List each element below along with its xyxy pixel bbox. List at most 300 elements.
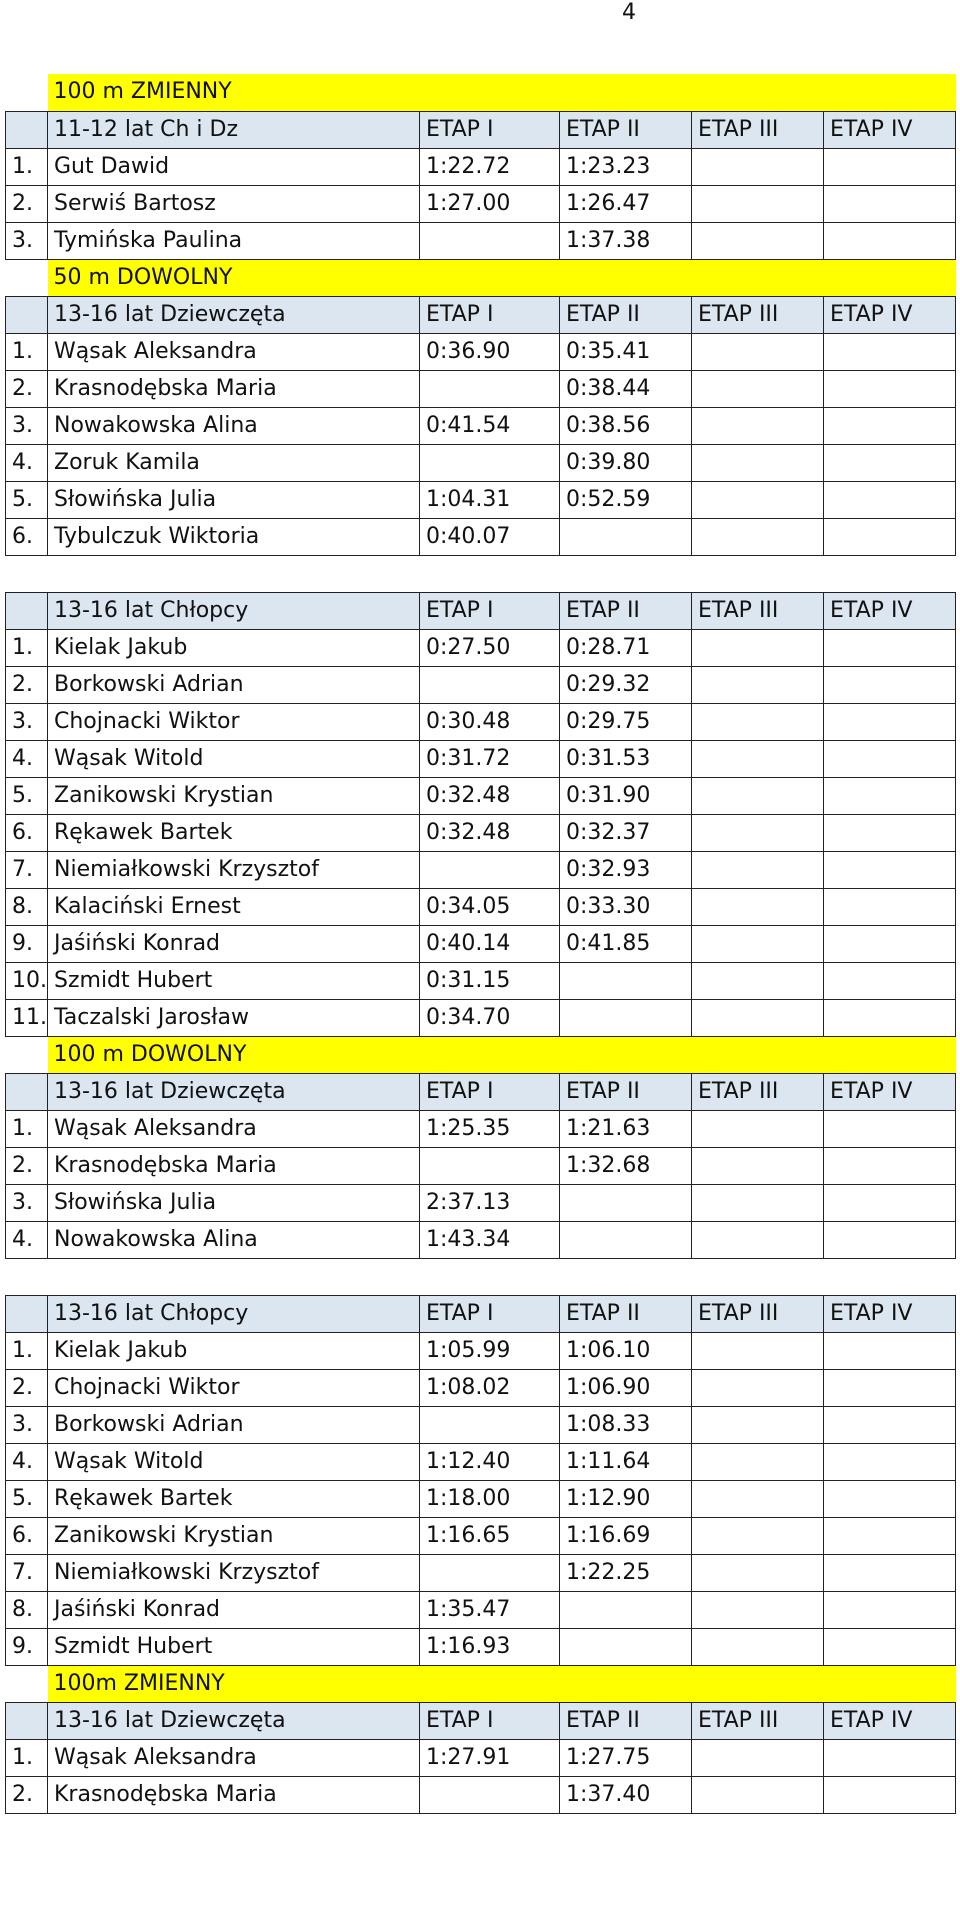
etap-1-time: 1:16.65 <box>420 1517 560 1554</box>
etap-2-time: 1:37.40 <box>560 1776 692 1813</box>
etap-3-time <box>692 1591 824 1628</box>
etap-4-time <box>824 1110 956 1147</box>
swimmer-name-cell: Kalaciński Ernest <box>48 888 420 925</box>
etap-4-time <box>824 1554 956 1591</box>
etap-1-time: 0:32.48 <box>420 814 560 851</box>
etap-3-time <box>692 1110 824 1147</box>
etap-1-time: 1:27.00 <box>420 185 560 222</box>
etap-2-time: 0:29.32 <box>560 666 692 703</box>
etap-1-time: 1:43.34 <box>420 1221 560 1258</box>
place-cell: 5. <box>6 481 48 518</box>
table-row <box>6 407 956 444</box>
swimmer-name-cell: Niemiałkowski Krzysztof <box>48 851 420 888</box>
etap-1-time <box>420 370 560 407</box>
etap-2-time: 0:32.37 <box>560 814 692 851</box>
group-label: 13-16 lat Chłopcy <box>48 1295 420 1332</box>
etap-1-time <box>420 1406 560 1443</box>
etap-2-time: 0:28.71 <box>560 629 692 666</box>
etap-3-time <box>692 999 824 1036</box>
etap-4-time <box>824 1628 956 1665</box>
etap-4-time <box>824 1147 956 1184</box>
swimmer-name-cell: Wąsak Witold <box>48 1443 420 1480</box>
swimmer-name-cell: Wąsak Aleksandra <box>48 333 420 370</box>
etap-1-time: 1:35.47 <box>420 1591 560 1628</box>
table-row <box>6 629 956 666</box>
swimmer-name-cell: Taczalski Jarosław <box>48 999 420 1036</box>
etap-3-time <box>692 1776 824 1813</box>
etap-3-time <box>692 1517 824 1554</box>
etap-3-time <box>692 148 824 185</box>
etap-3-time <box>692 1221 824 1258</box>
place-cell: 3. <box>6 703 48 740</box>
header-blank-cell <box>6 1295 48 1332</box>
etap-2-time: 1:32.68 <box>560 1147 692 1184</box>
place-cell: 6. <box>6 518 48 555</box>
column-header: ETAP I <box>420 1295 560 1332</box>
table-row <box>6 666 956 703</box>
swimmer-name-cell: Kielak Jakub <box>48 1332 420 1369</box>
etap-1-time: 0:40.14 <box>420 925 560 962</box>
table-row <box>6 962 956 999</box>
swimmer-name-cell: Szmidt Hubert <box>48 1628 420 1665</box>
etap-2-time: 1:22.25 <box>560 1554 692 1591</box>
etap-3-time <box>692 444 824 481</box>
column-header: ETAP IV <box>824 111 956 148</box>
group-header-row <box>6 296 956 333</box>
place-cell: 9. <box>6 925 48 962</box>
swimmer-name-cell: Jaśiński Konrad <box>48 925 420 962</box>
etap-4-time <box>824 407 956 444</box>
etap-2-time <box>560 1184 692 1221</box>
swimmer-name-cell: Wąsak Aleksandra <box>48 1739 420 1776</box>
column-header: ETAP III <box>692 592 824 629</box>
etap-2-time <box>560 962 692 999</box>
etap-3-time <box>692 851 824 888</box>
etap-1-time <box>420 444 560 481</box>
etap-2-time: 0:38.44 <box>560 370 692 407</box>
etap-1-time <box>420 222 560 259</box>
etap-4-time <box>824 851 956 888</box>
etap-3-time <box>692 962 824 999</box>
event-title: 100 m ZMIENNY <box>48 74 956 111</box>
place-cell: 11. <box>6 999 48 1036</box>
etap-3-time <box>692 333 824 370</box>
place-cell: 4. <box>6 1221 48 1258</box>
etap-1-time <box>420 851 560 888</box>
table-row <box>6 1628 956 1665</box>
etap-2-time: 1:37.38 <box>560 222 692 259</box>
place-cell: 5. <box>6 777 48 814</box>
column-header: ETAP IV <box>824 592 956 629</box>
place-cell: 2. <box>6 1369 48 1406</box>
table-row <box>6 925 956 962</box>
header-blank-cell <box>6 296 48 333</box>
group-label: 13-16 lat Dziewczęta <box>48 1073 420 1110</box>
etap-2-time: 0:35.41 <box>560 333 692 370</box>
etap-4-time <box>824 333 956 370</box>
table-row <box>6 1739 956 1776</box>
swimmer-name-cell: Wąsak Witold <box>48 740 420 777</box>
swimmer-name-cell: Chojnacki Wiktor <box>48 1369 420 1406</box>
place-cell: 2. <box>6 185 48 222</box>
etap-1-time: 0:40.07 <box>420 518 560 555</box>
etap-3-time <box>692 925 824 962</box>
place-cell: 3. <box>6 222 48 259</box>
etap-3-time <box>692 888 824 925</box>
spacer-cell <box>6 1036 48 1073</box>
swimmer-name-cell: Rękawek Bartek <box>48 1480 420 1517</box>
spacer-row <box>6 555 956 592</box>
etap-4-time <box>824 1221 956 1258</box>
swimmer-name-cell: Chojnacki Wiktor <box>48 703 420 740</box>
etap-1-time <box>420 1147 560 1184</box>
swimmer-name-cell: Zanikowski Krystian <box>48 777 420 814</box>
place-cell: 1. <box>6 1332 48 1369</box>
spacer-cell <box>6 1665 48 1702</box>
etap-2-time: 0:38.56 <box>560 407 692 444</box>
place-cell: 7. <box>6 1554 48 1591</box>
table-row <box>6 333 956 370</box>
etap-4-time <box>824 1591 956 1628</box>
place-cell: 1. <box>6 629 48 666</box>
etap-1-time: 0:27.50 <box>420 629 560 666</box>
etap-2-time <box>560 518 692 555</box>
place-cell: 4. <box>6 444 48 481</box>
table-row <box>6 1184 956 1221</box>
event-title: 100m ZMIENNY <box>48 1665 956 1702</box>
etap-4-time <box>824 1776 956 1813</box>
etap-4-time <box>824 1332 956 1369</box>
etap-4-time <box>824 962 956 999</box>
column-header: ETAP II <box>560 1295 692 1332</box>
etap-3-time <box>692 777 824 814</box>
etap-3-time <box>692 703 824 740</box>
swimmer-name-cell: Borkowski Adrian <box>48 666 420 703</box>
etap-3-time <box>692 1147 824 1184</box>
etap-1-time: 0:31.15 <box>420 962 560 999</box>
etap-4-time <box>824 1517 956 1554</box>
group-header-row <box>6 1702 956 1739</box>
table-row <box>6 518 956 555</box>
etap-4-time <box>824 703 956 740</box>
swimmer-name-cell: Krasnodębska Maria <box>48 370 420 407</box>
group-label: 13-16 lat Dziewczęta <box>48 1702 420 1739</box>
place-cell: 2. <box>6 1776 48 1813</box>
etap-2-time: 0:29.75 <box>560 703 692 740</box>
place-cell: 3. <box>6 407 48 444</box>
event-title: 50 m DOWOLNY <box>48 259 956 296</box>
etap-4-time <box>824 370 956 407</box>
etap-1-time: 0:30.48 <box>420 703 560 740</box>
etap-2-time: 1:11.64 <box>560 1443 692 1480</box>
spacer-cell <box>48 1258 956 1295</box>
table-row <box>6 370 956 407</box>
column-header: ETAP III <box>692 1702 824 1739</box>
swimmer-name-cell: Kielak Jakub <box>48 629 420 666</box>
table-row <box>6 1147 956 1184</box>
etap-4-time <box>824 481 956 518</box>
etap-1-time: 0:32.48 <box>420 777 560 814</box>
swimmer-name-cell: Nowakowska Alina <box>48 1221 420 1258</box>
table-row <box>6 740 956 777</box>
etap-3-time <box>692 1369 824 1406</box>
table-row <box>6 703 956 740</box>
place-cell: 1. <box>6 148 48 185</box>
column-header: ETAP IV <box>824 1295 956 1332</box>
etap-4-time <box>824 1406 956 1443</box>
place-cell: 8. <box>6 1591 48 1628</box>
column-header: ETAP I <box>420 111 560 148</box>
swimmer-name-cell: Gut Dawid <box>48 148 420 185</box>
etap-1-time: 0:36.90 <box>420 333 560 370</box>
table-row <box>6 851 956 888</box>
header-blank-cell <box>6 592 48 629</box>
etap-4-time <box>824 888 956 925</box>
table-row <box>6 999 956 1036</box>
event-title-row <box>6 74 956 111</box>
place-cell: 6. <box>6 814 48 851</box>
etap-4-time <box>824 740 956 777</box>
etap-2-time: 0:41.85 <box>560 925 692 962</box>
etap-1-time: 1:12.40 <box>420 1443 560 1480</box>
etap-4-time <box>824 222 956 259</box>
etap-3-time <box>692 666 824 703</box>
etap-2-time: 0:31.53 <box>560 740 692 777</box>
group-label: 13-16 lat Chłopcy <box>48 592 420 629</box>
etap-1-time: 1:27.91 <box>420 1739 560 1776</box>
column-header: ETAP IV <box>824 296 956 333</box>
etap-2-time: 0:31.90 <box>560 777 692 814</box>
table-row <box>6 148 956 185</box>
etap-4-time <box>824 629 956 666</box>
table-row <box>6 481 956 518</box>
group-header-row <box>6 1073 956 1110</box>
spacer-cell <box>6 74 48 111</box>
etap-2-time: 1:27.75 <box>560 1739 692 1776</box>
etap-4-time <box>824 185 956 222</box>
etap-2-time: 0:32.93 <box>560 851 692 888</box>
etap-4-time <box>824 444 956 481</box>
etap-4-time <box>824 518 956 555</box>
swimmer-name-cell: Słowińska Julia <box>48 481 420 518</box>
table-row <box>6 777 956 814</box>
place-cell: 1. <box>6 333 48 370</box>
group-label: 13-16 lat Dziewczęta <box>48 296 420 333</box>
table-row <box>6 1480 956 1517</box>
place-cell: 2. <box>6 1147 48 1184</box>
header-blank-cell <box>6 111 48 148</box>
place-cell: 10. <box>6 962 48 999</box>
etap-3-time <box>692 518 824 555</box>
etap-3-time <box>692 1332 824 1369</box>
place-cell: 3. <box>6 1184 48 1221</box>
swimmer-name-cell: Jaśiński Konrad <box>48 1591 420 1628</box>
group-header-row <box>6 1295 956 1332</box>
column-header: ETAP I <box>420 592 560 629</box>
column-header: ETAP IV <box>824 1702 956 1739</box>
etap-3-time <box>692 407 824 444</box>
etap-3-time <box>692 222 824 259</box>
etap-1-time: 0:34.05 <box>420 888 560 925</box>
column-header: ETAP III <box>692 111 824 148</box>
etap-4-time <box>824 1369 956 1406</box>
place-cell: 2. <box>6 666 48 703</box>
column-header: ETAP II <box>560 1073 692 1110</box>
table-row <box>6 1221 956 1258</box>
header-blank-cell <box>6 1702 48 1739</box>
swimmer-name-cell: Tybulczuk Wiktoria <box>48 518 420 555</box>
etap-1-time: 0:41.54 <box>420 407 560 444</box>
etap-2-time <box>560 1628 692 1665</box>
etap-3-time <box>692 1628 824 1665</box>
results-table <box>5 74 956 1814</box>
place-cell: 1. <box>6 1739 48 1776</box>
etap-1-time: 0:34.70 <box>420 999 560 1036</box>
place-cell: 4. <box>6 740 48 777</box>
etap-1-time <box>420 1554 560 1591</box>
spacer-cell <box>48 555 956 592</box>
swimmer-name-cell: Zanikowski Krystian <box>48 1517 420 1554</box>
etap-4-time <box>824 777 956 814</box>
etap-4-time <box>824 814 956 851</box>
etap-2-time: 1:08.33 <box>560 1406 692 1443</box>
etap-3-time <box>692 1443 824 1480</box>
table-row <box>6 1591 956 1628</box>
page-number: 4 <box>622 0 636 25</box>
table-row <box>6 888 956 925</box>
place-cell: 4. <box>6 1443 48 1480</box>
swimmer-name-cell: Krasnodębska Maria <box>48 1147 420 1184</box>
spacer-cell <box>6 1258 48 1295</box>
swimmer-name-cell: Rękawek Bartek <box>48 814 420 851</box>
column-header: ETAP II <box>560 1702 692 1739</box>
etap-1-time: 1:04.31 <box>420 481 560 518</box>
etap-4-time <box>824 1443 956 1480</box>
etap-3-time <box>692 814 824 851</box>
etap-1-time <box>420 666 560 703</box>
swimmer-name-cell: Szmidt Hubert <box>48 962 420 999</box>
column-header: ETAP I <box>420 1702 560 1739</box>
etap-2-time: 0:52.59 <box>560 481 692 518</box>
event-title-row <box>6 1036 956 1073</box>
place-cell: 3. <box>6 1406 48 1443</box>
place-cell: 6. <box>6 1517 48 1554</box>
etap-1-time: 1:25.35 <box>420 1110 560 1147</box>
swimmer-name-cell: Serwiś Bartosz <box>48 185 420 222</box>
swimmer-name-cell: Wąsak Aleksandra <box>48 1110 420 1147</box>
column-header: ETAP III <box>692 1295 824 1332</box>
etap-2-time: 0:39.80 <box>560 444 692 481</box>
etap-3-time <box>692 1480 824 1517</box>
event-title: 100 m DOWOLNY <box>48 1036 956 1073</box>
etap-3-time <box>692 629 824 666</box>
etap-3-time <box>692 740 824 777</box>
etap-4-time <box>824 1739 956 1776</box>
column-header: ETAP IV <box>824 1073 956 1110</box>
column-header: ETAP III <box>692 296 824 333</box>
table-row <box>6 222 956 259</box>
header-blank-cell <box>6 1073 48 1110</box>
etap-4-time <box>824 999 956 1036</box>
etap-1-time: 1:16.93 <box>420 1628 560 1665</box>
etap-3-time <box>692 481 824 518</box>
etap-2-time <box>560 1221 692 1258</box>
column-header: ETAP III <box>692 1073 824 1110</box>
swimmer-name-cell: Krasnodębska Maria <box>48 1776 420 1813</box>
column-header: ETAP II <box>560 296 692 333</box>
table-row <box>6 1406 956 1443</box>
group-header-row <box>6 111 956 148</box>
etap-3-time <box>692 1184 824 1221</box>
group-header-row <box>6 592 956 629</box>
spacer-cell <box>6 259 48 296</box>
swimmer-name-cell: Zoruk Kamila <box>48 444 420 481</box>
etap-2-time <box>560 1591 692 1628</box>
table-row <box>6 814 956 851</box>
place-cell: 1. <box>6 1110 48 1147</box>
column-header: ETAP II <box>560 592 692 629</box>
results-body <box>6 74 956 1813</box>
etap-2-time: 1:23.23 <box>560 148 692 185</box>
etap-3-time <box>692 1554 824 1591</box>
etap-3-time <box>692 1739 824 1776</box>
swimmer-name-cell: Słowińska Julia <box>48 1184 420 1221</box>
etap-1-time: 1:22.72 <box>420 148 560 185</box>
results-document <box>5 74 955 1814</box>
table-row <box>6 1776 956 1813</box>
etap-3-time <box>692 370 824 407</box>
swimmer-name-cell: Nowakowska Alina <box>48 407 420 444</box>
table-row <box>6 1554 956 1591</box>
table-row <box>6 185 956 222</box>
table-row <box>6 444 956 481</box>
place-cell: 8. <box>6 888 48 925</box>
etap-4-time <box>824 148 956 185</box>
etap-4-time <box>824 1184 956 1221</box>
etap-2-time: 0:33.30 <box>560 888 692 925</box>
event-title-row <box>6 1665 956 1702</box>
etap-1-time: 1:08.02 <box>420 1369 560 1406</box>
etap-1-time: 1:18.00 <box>420 1480 560 1517</box>
table-row <box>6 1332 956 1369</box>
table-row <box>6 1517 956 1554</box>
etap-1-time: 1:05.99 <box>420 1332 560 1369</box>
spacer-row <box>6 1258 956 1295</box>
etap-4-time <box>824 925 956 962</box>
etap-4-time <box>824 666 956 703</box>
place-cell: 5. <box>6 1480 48 1517</box>
etap-1-time: 0:31.72 <box>420 740 560 777</box>
column-header: ETAP I <box>420 296 560 333</box>
table-row <box>6 1443 956 1480</box>
etap-2-time: 1:21.63 <box>560 1110 692 1147</box>
table-row <box>6 1110 956 1147</box>
event-title-row <box>6 259 956 296</box>
etap-2-time: 1:26.47 <box>560 185 692 222</box>
etap-1-time: 2:37.13 <box>420 1184 560 1221</box>
swimmer-name-cell: Tymińska Paulina <box>48 222 420 259</box>
etap-2-time: 1:16.69 <box>560 1517 692 1554</box>
table-row <box>6 1369 956 1406</box>
etap-1-time <box>420 1776 560 1813</box>
swimmer-name-cell: Borkowski Adrian <box>48 1406 420 1443</box>
etap-3-time <box>692 1406 824 1443</box>
group-label: 11-12 lat Ch i Dz <box>48 111 420 148</box>
column-header: ETAP I <box>420 1073 560 1110</box>
column-header: ETAP II <box>560 111 692 148</box>
etap-3-time <box>692 185 824 222</box>
etap-2-time: 1:12.90 <box>560 1480 692 1517</box>
